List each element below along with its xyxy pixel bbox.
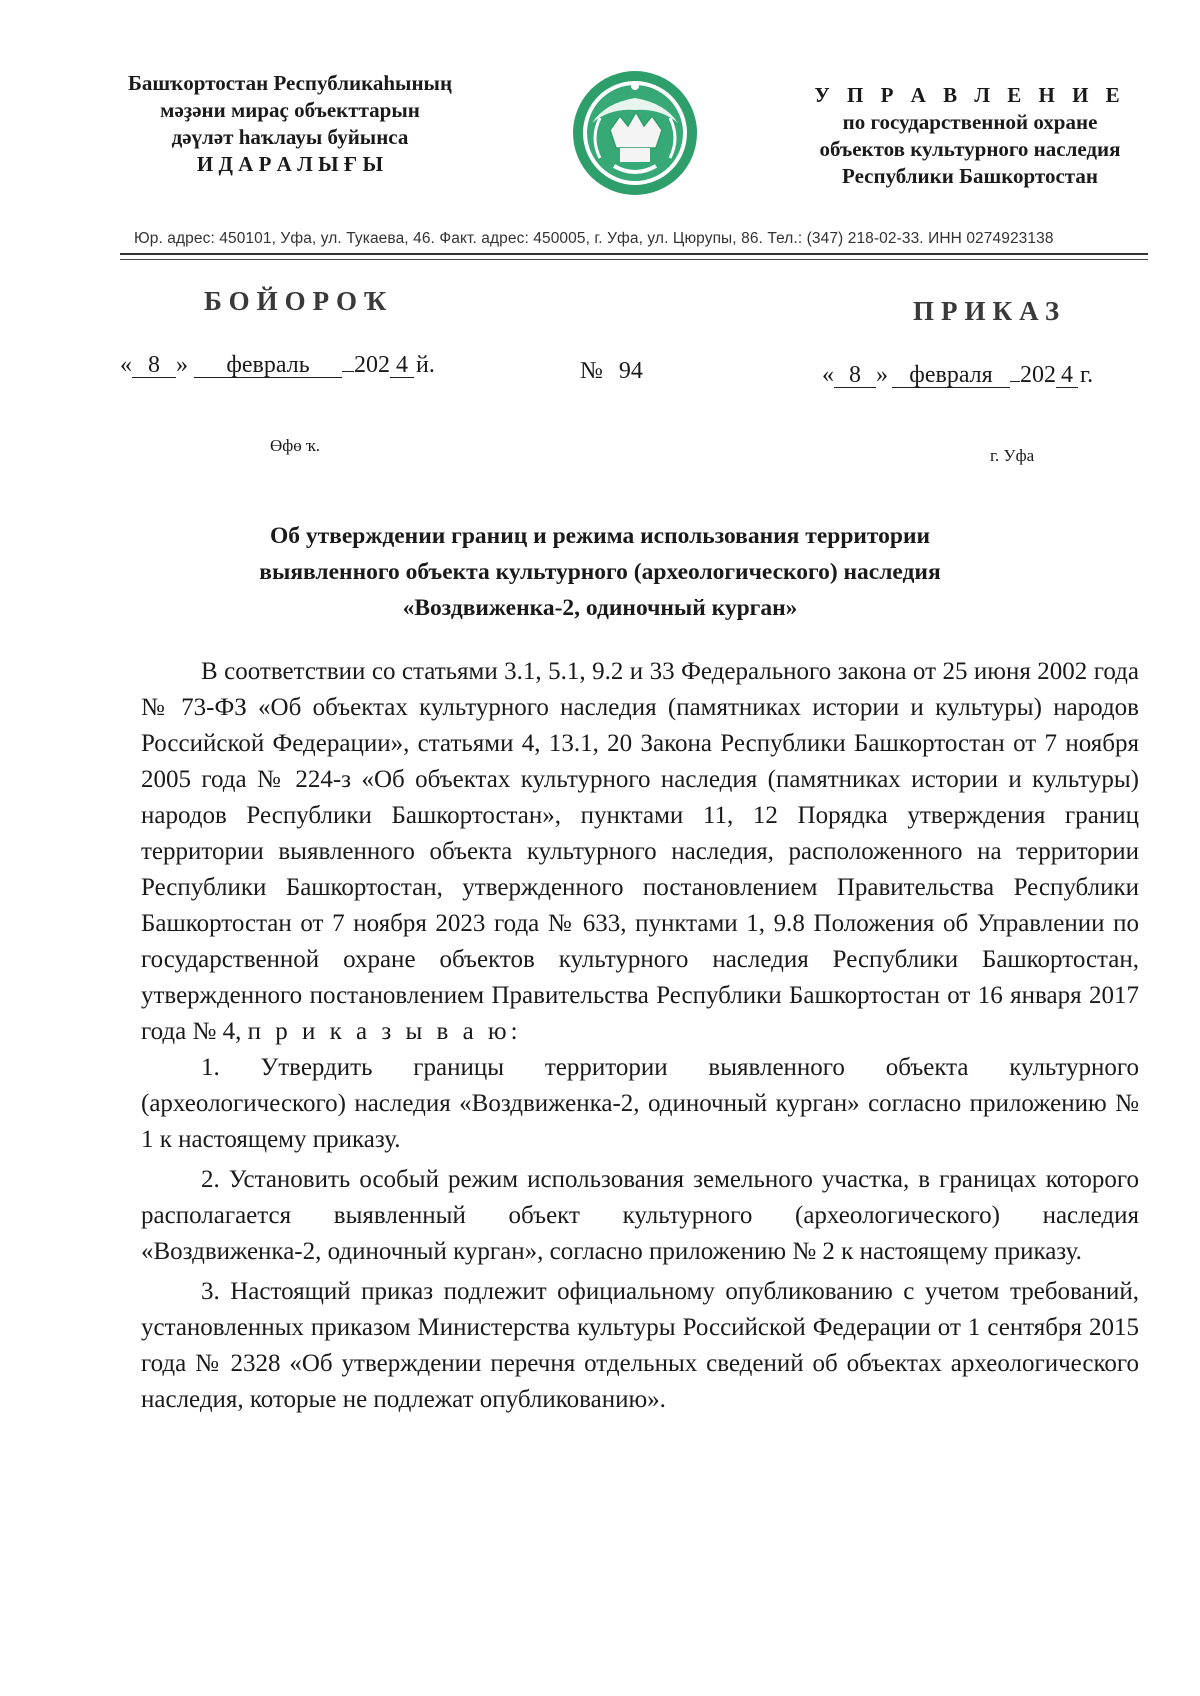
place-russian: г. Уфа: [990, 446, 1035, 465]
date-russian-month: февраля: [892, 363, 1010, 388]
title-bashkir: БОЙОРОҠ: [204, 286, 394, 316]
order-number: [580, 358, 643, 385]
header-russian-line-3: объектов культурного наследия: [819, 137, 1121, 161]
header-bashkir-line-3: дәүләт һаҡлауы буйынса: [171, 125, 409, 149]
header-bashkir-line-1: Башҡортостан Республикаһының: [127, 71, 453, 95]
header-divider-thin: [120, 259, 1148, 260]
body-preamble: [141, 654, 1139, 1050]
date-bashkir-month: февраль: [194, 353, 342, 378]
order-number-sign: №: [580, 358, 603, 384]
order-word: п р и к а з ы в а ю:: [247, 1018, 522, 1045]
date-russian-suffix: г.: [1080, 362, 1094, 388]
date-bashkir-year-digit: 4: [390, 353, 414, 378]
date-russian-year-digit: 4: [1056, 363, 1078, 388]
date-bashkir-day: 8: [132, 353, 176, 378]
bashkortostan-coat-of-arms-icon: [570, 68, 700, 198]
document-body: [141, 654, 1139, 1418]
date-russian: [822, 362, 1093, 389]
body-item-2: 2. Установить особый режим использования земельного участка, в границах которого располагается выявленный объект культурного (археологического) наследия «Воздвиженка-2, одиночный курган», согласно приложению № 2 к настоящему приказу.: [141, 1166, 1139, 1265]
date-russian-day: 8: [834, 363, 876, 388]
subject-line-1: Об утверждении границ и режима использования территории: [269, 523, 931, 549]
header-bashkir-block: [95, 70, 485, 178]
header-russian-block: [785, 82, 1155, 190]
subject-line-3: «Воздвиженка-2, одиночный курган»: [402, 595, 798, 621]
place-bashkir: Өфө ҡ.: [270, 436, 321, 455]
header-russian-line-2: по государственной охране: [842, 110, 1098, 134]
date-bashkir-year-prefix: 202: [354, 352, 390, 378]
date-bashkir-suffix: й.: [416, 352, 435, 378]
preamble-text: В соответствии со статьями 3.1, 5.1, 9.2 и 33 Федерального закона от 25 июня 2002 года № 73-ФЗ «Об объектах культурного наследия (памятниках истории и культуры) народов Российской Федерации», статьями 4, 13.1, 20 Закона Республики Башкортостан от 7 ноября 2005 года № 224-з «Об объектах культурного наследия (памятниках истории и культуры) народов Республики Башкортостан», пунктами 11, 12 Порядка утверждения границ территории выявленного объекта культурного наследия, расположенного на территории Республики Башкортостан, утвержденного постановлением Правительства Республики Башкортостан от 7 ноября 2023 года № 633, пунктами 1, 9.8 Положения об Управлении по государственной охране объектов культурного наследия Республики Башкортостан, утвержденного постановлением Правительства Республики Башкортостан от 16 января 2017 года № 4,: [141, 658, 1139, 1045]
organization-address: Юр. адрес: 450101, Уфа, ул. Тукаева, 46. Факт. адрес: 450005, г. Уфа, ул. Цюрупы, 86. Тел.: (347) 218-02-33. ИНН 0274923138: [134, 230, 1054, 247]
header-russian-line-4: Республики Башкортостан: [842, 164, 1098, 188]
date-russian-year-prefix: 202: [1020, 362, 1056, 388]
header-russian-line-1: У П Р А В Л Е Н И Е: [814, 83, 1126, 107]
title-russian: ПРИКАЗ: [913, 296, 1067, 326]
date-bashkir-open-quote: «: [120, 352, 132, 378]
header-bashkir-line-4: И Д А Р А Л Ы Ғ Ы: [196, 152, 384, 176]
order-number-value: 94: [618, 358, 643, 384]
header-bashkir-line-2: мәҙәни мираҫ объекттарын: [160, 98, 420, 122]
date-russian-open-quote: «: [822, 362, 834, 388]
body-item-1: 1. Утвердить границы территории выявленного объекта культурного (археологического) наследия «Воздвиженка-2, одиночный курган» согласно приложению № 1 к настоящему приказу.: [141, 1054, 1139, 1153]
subject-line-2: выявленного объекта культурного (археологического) наследия: [259, 559, 941, 585]
document-subject: [160, 518, 1040, 626]
header-divider-thick: [120, 253, 1148, 255]
date-russian-close-quote: »: [876, 362, 888, 388]
date-bashkir: [120, 352, 435, 379]
date-bashkir-close-quote: »: [176, 352, 188, 378]
body-item-3: 3. Настоящий приказ подлежит официальному опубликованию с учетом требований, установленных приказом Министерства культуры Российской Федерации от 1 сентября 2015 года № 2328 «Об утверждении перечня отдельных сведений об объектах археологического наследия, которые не подлежат опубликованию».: [141, 1278, 1139, 1413]
